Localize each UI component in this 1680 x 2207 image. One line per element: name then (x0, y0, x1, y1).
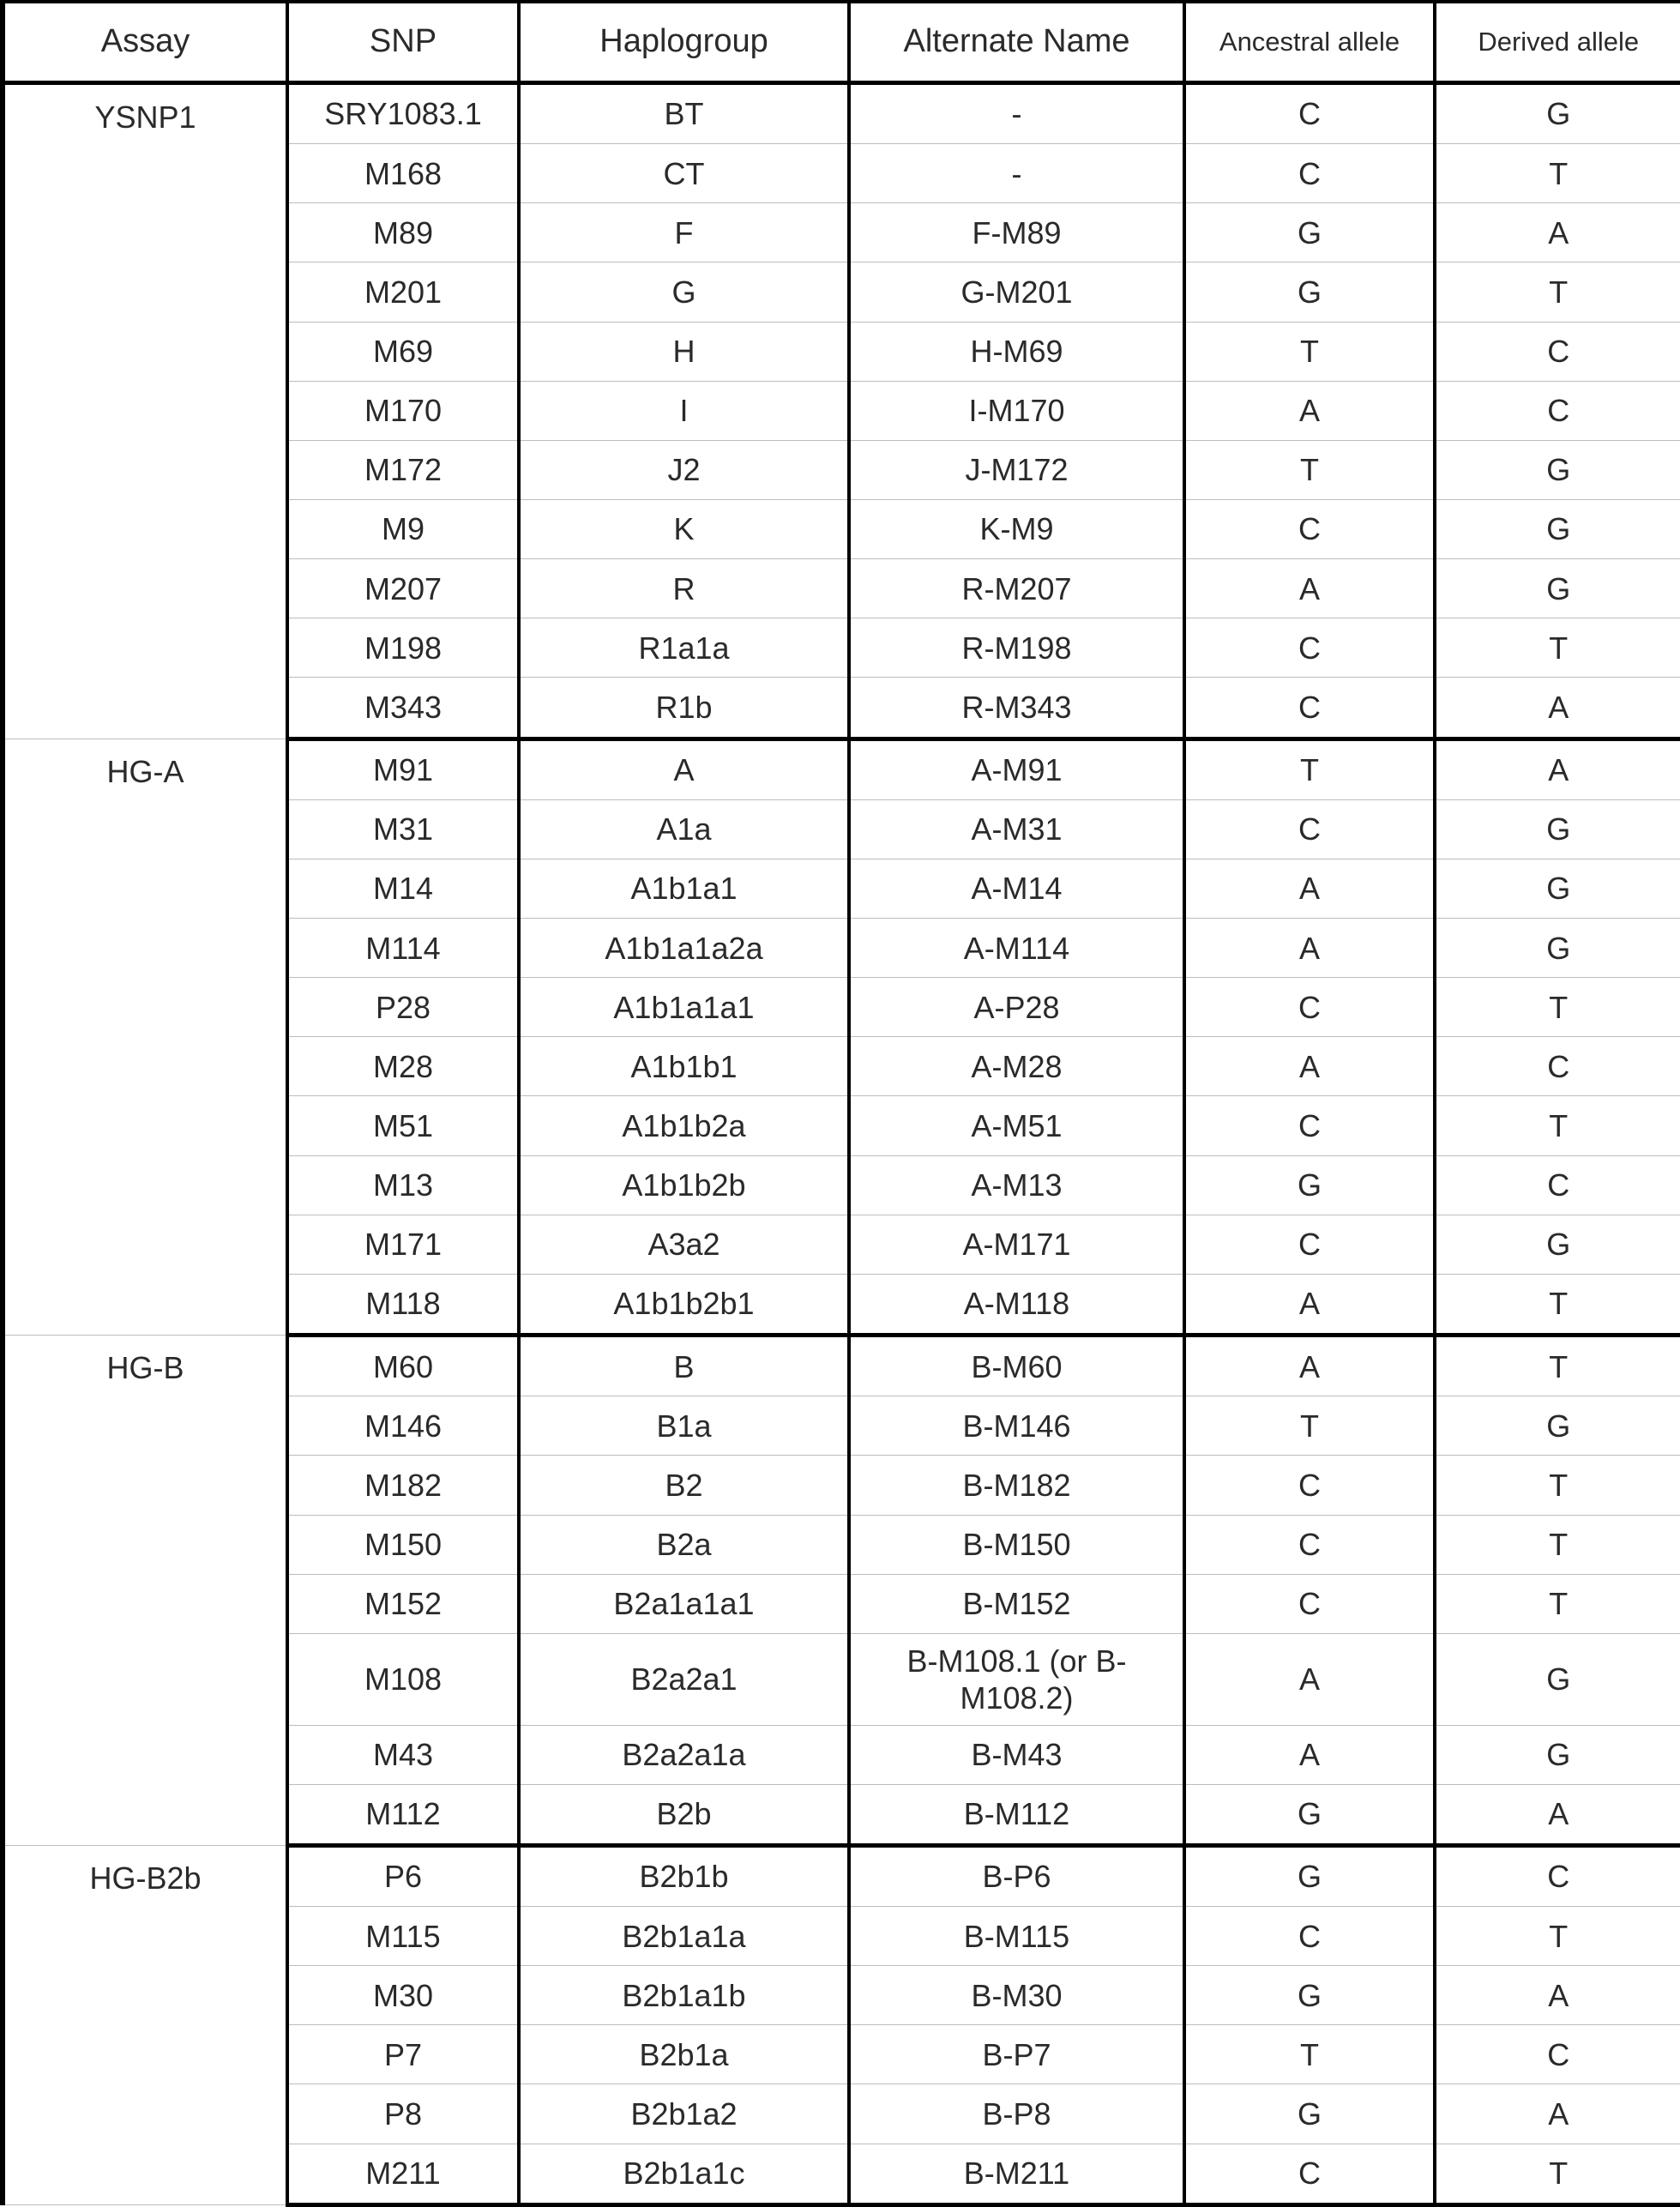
alternate-name-cell: B-M60 (849, 1336, 1184, 1396)
assay-cell: HG-B2b (3, 1845, 287, 2204)
derived-allele-cell: A (1435, 739, 1680, 799)
haplogroup-cell: F (519, 203, 849, 262)
snp-cell: M30 (287, 1966, 519, 2025)
alternate-name-cell: A-M13 (849, 1155, 1184, 1215)
snp-cell: M201 (287, 262, 519, 322)
haplogroup-cell: A1b1a1a2a (519, 919, 849, 978)
snp-cell: M89 (287, 203, 519, 262)
alternate-name-cell: B-M182 (849, 1456, 1184, 1515)
snp-cell: M211 (287, 2144, 519, 2204)
ancestral-allele-cell: A (1184, 1633, 1435, 1725)
ancestral-allele-cell: T (1184, 322, 1435, 381)
alternate-name-cell: B-M30 (849, 1966, 1184, 2025)
alternate-name-cell: A-M14 (849, 859, 1184, 918)
snp-cell: M13 (287, 1155, 519, 1215)
snp-cell: M43 (287, 1725, 519, 1784)
haplogroup-cell: B2b1a1a (519, 1907, 849, 1966)
alternate-name-cell: B-M112 (849, 1784, 1184, 1845)
alternate-name-cell: H-M69 (849, 322, 1184, 381)
ancestral-allele-cell: G (1184, 2084, 1435, 2144)
snp-cell: M150 (287, 1515, 519, 1574)
header-alternate-name: Alternate Name (849, 2, 1184, 83)
haplogroup-cell: BT (519, 83, 849, 144)
alternate-name-cell: B-P6 (849, 1845, 1184, 1906)
haplogroup-cell: B2a2a1 (519, 1633, 849, 1725)
header-haplogroup: Haplogroup (519, 2, 849, 83)
haplogroup-cell: G (519, 262, 849, 322)
haplogroup-cell: A1b1b2b1 (519, 1274, 849, 1335)
alternate-name-cell: K-M9 (849, 500, 1184, 559)
snp-cell: M171 (287, 1215, 519, 1274)
ancestral-allele-cell: G (1184, 262, 1435, 322)
derived-allele-cell: T (1435, 1907, 1680, 1966)
table-row (3, 1845, 1680, 1906)
ancestral-allele-cell: C (1184, 678, 1435, 739)
snp-cell: M182 (287, 1456, 519, 1515)
haplogroup-cell: H (519, 322, 849, 381)
haplogroup-cell: B2a (519, 1515, 849, 1574)
ancestral-allele-cell: G (1184, 1155, 1435, 1215)
table-body (3, 83, 1680, 2205)
haplogroup-cell: B2b1a (519, 2025, 849, 2084)
derived-allele-cell: G (1435, 440, 1680, 499)
ancestral-allele-cell: C (1184, 618, 1435, 678)
snp-cell: P28 (287, 978, 519, 1037)
derived-allele-cell: C (1435, 381, 1680, 440)
alternate-name-cell: A-P28 (849, 978, 1184, 1037)
alternate-name-cell: A-M114 (849, 919, 1184, 978)
snp-cell: M91 (287, 739, 519, 799)
alternate-name-cell: G-M201 (849, 262, 1184, 322)
table-row (3, 739, 1680, 799)
haplogroup-cell: A (519, 739, 849, 799)
snp-cell: M343 (287, 678, 519, 739)
derived-allele-cell: G (1435, 1396, 1680, 1456)
haplogroup-cell: A1b1a1a1 (519, 978, 849, 1037)
ancestral-allele-cell: T (1184, 1396, 1435, 1456)
alternate-name-cell: B-M150 (849, 1515, 1184, 1574)
ancestral-allele-cell: T (1184, 739, 1435, 799)
snp-cell: SRY1083.1 (287, 83, 519, 144)
alternate-name-cell: R-M207 (849, 559, 1184, 618)
table-row (3, 83, 1680, 144)
alternate-name-cell: - (849, 83, 1184, 144)
haplogroup-cell: J2 (519, 440, 849, 499)
snp-cell: M31 (287, 799, 519, 859)
alternate-name-cell: B-M211 (849, 2144, 1184, 2204)
haplogroup-cell: CT (519, 144, 849, 203)
alternate-name-cell: B-M43 (849, 1725, 1184, 1784)
alternate-name-cell: R-M198 (849, 618, 1184, 678)
haplogroup-cell: B2b1b (519, 1845, 849, 1906)
haplogroup-cell: A1b1b2a (519, 1096, 849, 1155)
ancestral-allele-cell: G (1184, 1966, 1435, 2025)
derived-allele-cell: T (1435, 144, 1680, 203)
haplogroup-cell: B1a (519, 1396, 849, 1456)
ancestral-allele-cell: G (1184, 1784, 1435, 1845)
ancestral-allele-cell: C (1184, 1574, 1435, 1633)
alternate-name-cell: J-M172 (849, 440, 1184, 499)
ancestral-allele-cell: G (1184, 203, 1435, 262)
haplogroup-cell: K (519, 500, 849, 559)
snp-cell: M9 (287, 500, 519, 559)
haplogroup-cell: B2 (519, 1456, 849, 1515)
derived-allele-cell: G (1435, 919, 1680, 978)
snp-cell: M146 (287, 1396, 519, 1456)
snp-cell: M108 (287, 1633, 519, 1725)
snp-cell: M198 (287, 618, 519, 678)
derived-allele-cell: T (1435, 618, 1680, 678)
header-snp: SNP (287, 2, 519, 83)
haplogroup-cell: B (519, 1336, 849, 1396)
derived-allele-cell: G (1435, 500, 1680, 559)
alternate-name-cell: A-M171 (849, 1215, 1184, 1274)
ancestral-allele-cell: C (1184, 2144, 1435, 2204)
snp-cell: M114 (287, 919, 519, 978)
derived-allele-cell: T (1435, 1096, 1680, 1155)
snp-cell: M14 (287, 859, 519, 918)
snp-cell: M28 (287, 1037, 519, 1096)
derived-allele-cell: C (1435, 1037, 1680, 1096)
assay-cell: YSNP1 (3, 83, 287, 739)
derived-allele-cell: A (1435, 1966, 1680, 2025)
ancestral-allele-cell: A (1184, 1274, 1435, 1335)
ancestral-allele-cell: G (1184, 1845, 1435, 1906)
haplogroup-cell: I (519, 381, 849, 440)
ancestral-allele-cell: C (1184, 1096, 1435, 1155)
ancestral-allele-cell: A (1184, 1725, 1435, 1784)
derived-allele-cell: T (1435, 1274, 1680, 1335)
derived-allele-cell: T (1435, 1515, 1680, 1574)
ancestral-allele-cell: C (1184, 799, 1435, 859)
snp-cell: M152 (287, 1574, 519, 1633)
alternate-name-cell: I-M170 (849, 381, 1184, 440)
snp-cell: M170 (287, 381, 519, 440)
ancestral-allele-cell: A (1184, 919, 1435, 978)
haplogroup-cell: A3a2 (519, 1215, 849, 1274)
header-assay: Assay (3, 2, 287, 83)
derived-allele-cell: G (1435, 859, 1680, 918)
snp-cell: P8 (287, 2084, 519, 2144)
derived-allele-cell: A (1435, 2084, 1680, 2144)
derived-allele-cell: A (1435, 1784, 1680, 1845)
haplogroup-cell: A1b1b2b (519, 1155, 849, 1215)
derived-allele-cell: G (1435, 1725, 1680, 1784)
derived-allele-cell: C (1435, 322, 1680, 381)
haplogroup-cell: R1b (519, 678, 849, 739)
alternate-name-cell: B-P8 (849, 2084, 1184, 2144)
assay-cell: HG-B (3, 1336, 287, 1846)
haplogroup-cell: B2a2a1a (519, 1725, 849, 1784)
haplogroup-cell: B2b1a1c (519, 2144, 849, 2204)
alternate-name-cell: A-M91 (849, 739, 1184, 799)
derived-allele-cell: T (1435, 978, 1680, 1037)
snp-cell: M172 (287, 440, 519, 499)
derived-allele-cell: A (1435, 678, 1680, 739)
haplogroup-cell: B2b1a2 (519, 2084, 849, 2144)
haplogroup-cell: B2b (519, 1784, 849, 1845)
ancestral-allele-cell: C (1184, 83, 1435, 144)
derived-allele-cell: T (1435, 1336, 1680, 1396)
alternate-name-cell: B-M152 (849, 1574, 1184, 1633)
ancestral-allele-cell: T (1184, 2025, 1435, 2084)
snp-cell: M207 (287, 559, 519, 618)
assay-cell: HG-A (3, 739, 287, 1335)
snp-cell: M69 (287, 322, 519, 381)
alternate-name-cell: B-M108.1 (or B-M108.2) (849, 1633, 1184, 1725)
snp-cell: M168 (287, 144, 519, 203)
ancestral-allele-cell: C (1184, 1456, 1435, 1515)
ancestral-allele-cell: C (1184, 144, 1435, 203)
ancestral-allele-cell: C (1184, 1907, 1435, 1966)
table-row (3, 1336, 1680, 1396)
derived-allele-cell: T (1435, 2144, 1680, 2204)
alternate-name-cell: B-M146 (849, 1396, 1184, 1456)
header-ancestral-allele: Ancestral allele (1184, 2, 1435, 83)
haplogroup-cell: R (519, 559, 849, 618)
ancestral-allele-cell: A (1184, 559, 1435, 618)
alternate-name-cell: B-M115 (849, 1907, 1184, 1966)
ancestral-allele-cell: T (1184, 440, 1435, 499)
ancestral-allele-cell: C (1184, 500, 1435, 559)
derived-allele-cell: T (1435, 1574, 1680, 1633)
ancestral-allele-cell: A (1184, 859, 1435, 918)
derived-allele-cell: G (1435, 1633, 1680, 1725)
snp-cell: M112 (287, 1784, 519, 1845)
alternate-name-cell: - (849, 144, 1184, 203)
haplogroup-cell: A1a (519, 799, 849, 859)
snp-cell: M51 (287, 1096, 519, 1155)
derived-allele-cell: G (1435, 1215, 1680, 1274)
haplogroup-cell: A1b1a1 (519, 859, 849, 918)
derived-allele-cell: C (1435, 1155, 1680, 1215)
derived-allele-cell: G (1435, 83, 1680, 144)
haplogroup-cell: B2a1a1a1 (519, 1574, 849, 1633)
alternate-name-cell: A-M51 (849, 1096, 1184, 1155)
header-derived-allele: Derived allele (1435, 2, 1680, 83)
ancestral-allele-cell: A (1184, 381, 1435, 440)
alternate-name-cell: R-M343 (849, 678, 1184, 739)
snp-cell: P7 (287, 2025, 519, 2084)
snp-cell: M118 (287, 1274, 519, 1335)
derived-allele-cell: C (1435, 1845, 1680, 1906)
alternate-name-cell: A-M118 (849, 1274, 1184, 1335)
derived-allele-cell: T (1435, 262, 1680, 322)
ancestral-allele-cell: A (1184, 1336, 1435, 1396)
header-row (3, 2, 1680, 83)
alternate-name-cell: B-P7 (849, 2025, 1184, 2084)
haplogroup-cell: R1a1a (519, 618, 849, 678)
derived-allele-cell: T (1435, 1456, 1680, 1515)
snp-cell: M115 (287, 1907, 519, 1966)
snp-cell: P6 (287, 1845, 519, 1906)
ancestral-allele-cell: C (1184, 1515, 1435, 1574)
ancestral-allele-cell: A (1184, 1037, 1435, 1096)
derived-allele-cell: C (1435, 2025, 1680, 2084)
ancestral-allele-cell: C (1184, 1215, 1435, 1274)
derived-allele-cell: A (1435, 203, 1680, 262)
alternate-name-cell: A-M31 (849, 799, 1184, 859)
haplogroup-cell: B2b1a1b (519, 1966, 849, 2025)
ancestral-allele-cell: C (1184, 978, 1435, 1037)
alternate-name-cell: A-M28 (849, 1037, 1184, 1096)
alternate-name-cell: F-M89 (849, 203, 1184, 262)
snp-cell: M60 (287, 1336, 519, 1396)
table-header (3, 2, 1680, 83)
haplogroup-cell: A1b1b1 (519, 1037, 849, 1096)
derived-allele-cell: G (1435, 799, 1680, 859)
derived-allele-cell: G (1435, 559, 1680, 618)
